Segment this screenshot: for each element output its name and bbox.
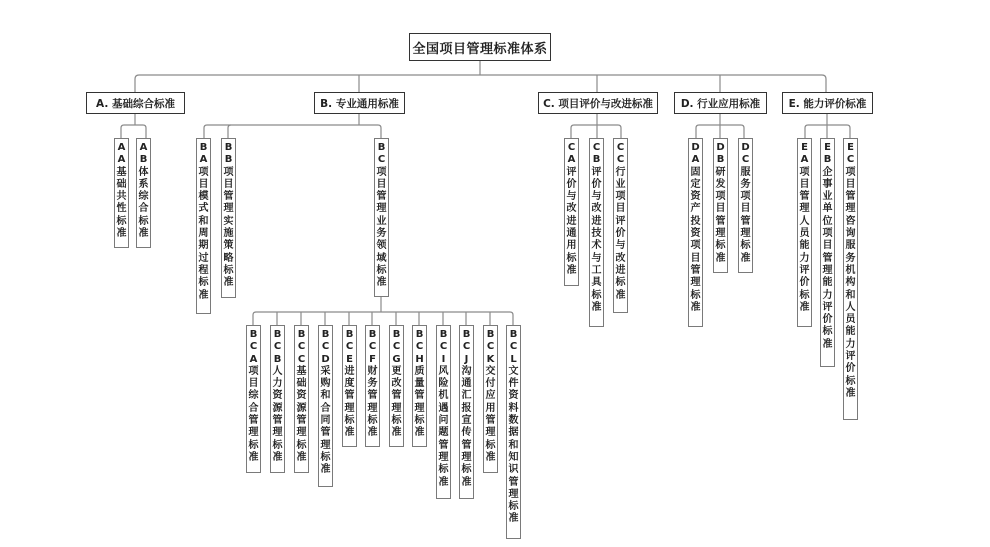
category-e-node xyxy=(782,92,873,114)
category-d-label: D. 行业应用标准 xyxy=(680,97,761,110)
leaf-ab: A B 体 系 综 合 标 准 xyxy=(136,138,151,248)
category-c-node xyxy=(538,92,658,114)
category-b-label: B. 专业通用标准 xyxy=(320,97,399,110)
leaf-cc: C C 行 业 项 目 评 价 与 改 进 标 准 xyxy=(613,138,628,313)
leaf-bc: B C 项 目 管 理 业 务 领 域 标 准 xyxy=(374,138,389,297)
leaf-bca: B C A 项 目 综 合 管 理 标 准 xyxy=(246,325,261,473)
leaf-ba: B A 项 目 模 式 和 周 期 过 程 标 准 xyxy=(196,138,211,314)
root-node xyxy=(409,33,551,61)
leaf-da: D A 固 定 资 产 投 资 项 目 管 理 标 准 xyxy=(688,138,703,327)
leaf-bcb: B C B 人 力 资 源 管 理 标 准 xyxy=(270,325,285,473)
category-d-node xyxy=(674,92,767,114)
leaf-db: D B 研 发 项 目 管 理 标 准 xyxy=(713,138,728,273)
category-e-label: E. 能力评价标准 xyxy=(788,97,867,110)
leaf-bcj: B C J 沟 通 汇 报 宣 传 管 理 标 准 xyxy=(459,325,474,499)
leaf-cb: C B 评 价 与 改 进 技 术 与 工 具 标 准 xyxy=(589,138,604,327)
leaf-bch: B C H 质 量 管 理 标 准 xyxy=(412,325,427,447)
leaf-bcc: B C C 基 础 资 源 管 理 标 准 xyxy=(294,325,309,473)
leaf-bb: B B 项 目 管 理 实 施 策 略 标 准 xyxy=(221,138,236,298)
leaf-bcl: B C L 文 件 资 料 数 据 和 知 识 管 理 标 准 xyxy=(506,325,521,539)
category-c-label: C. 项目评价与改进标准 xyxy=(543,97,653,110)
leaf-bcg: B C G 更 改 管 理 标 准 xyxy=(389,325,404,447)
leaf-ca: C A 评 价 与 改 进 通 用 标 准 xyxy=(564,138,579,286)
leaf-ec: E C 项 目 管 理 咨 询 服 务 机 构 和 人 员 能 力 评 价 标 准 xyxy=(843,138,858,420)
root-label: 全国项目管理标准体系 xyxy=(412,41,548,57)
leaf-aa: A A 基 础 共 性 标 准 xyxy=(114,138,129,248)
leaf-dc: D C 服 务 项 目 管 理 标 准 xyxy=(738,138,753,273)
leaf-ea: E A 项 目 管 理 人 员 能 力 评 价 标 准 xyxy=(797,138,812,327)
leaf-bck: B C K 交 付 应 用 管 理 标 准 xyxy=(483,325,498,473)
leaf-eb: E B 企 事 业 单 位 项 目 管 理 能 力 评 价 标 准 xyxy=(820,138,835,367)
leaf-bce: B C E 进 度 管 理 标 准 xyxy=(342,325,357,447)
category-b-node xyxy=(314,92,405,114)
leaf-bci: B C I 风 险 机 遇 问 题 管 理 标 准 xyxy=(436,325,451,499)
category-a-node xyxy=(86,92,185,114)
category-a-label: A. 基础综合标准 xyxy=(96,97,175,110)
leaf-bcf: B C F 财 务 管 理 标 准 xyxy=(365,325,380,447)
leaf-bcd: B C D 采 购 和 合 同 管 理 标 准 xyxy=(318,325,333,487)
